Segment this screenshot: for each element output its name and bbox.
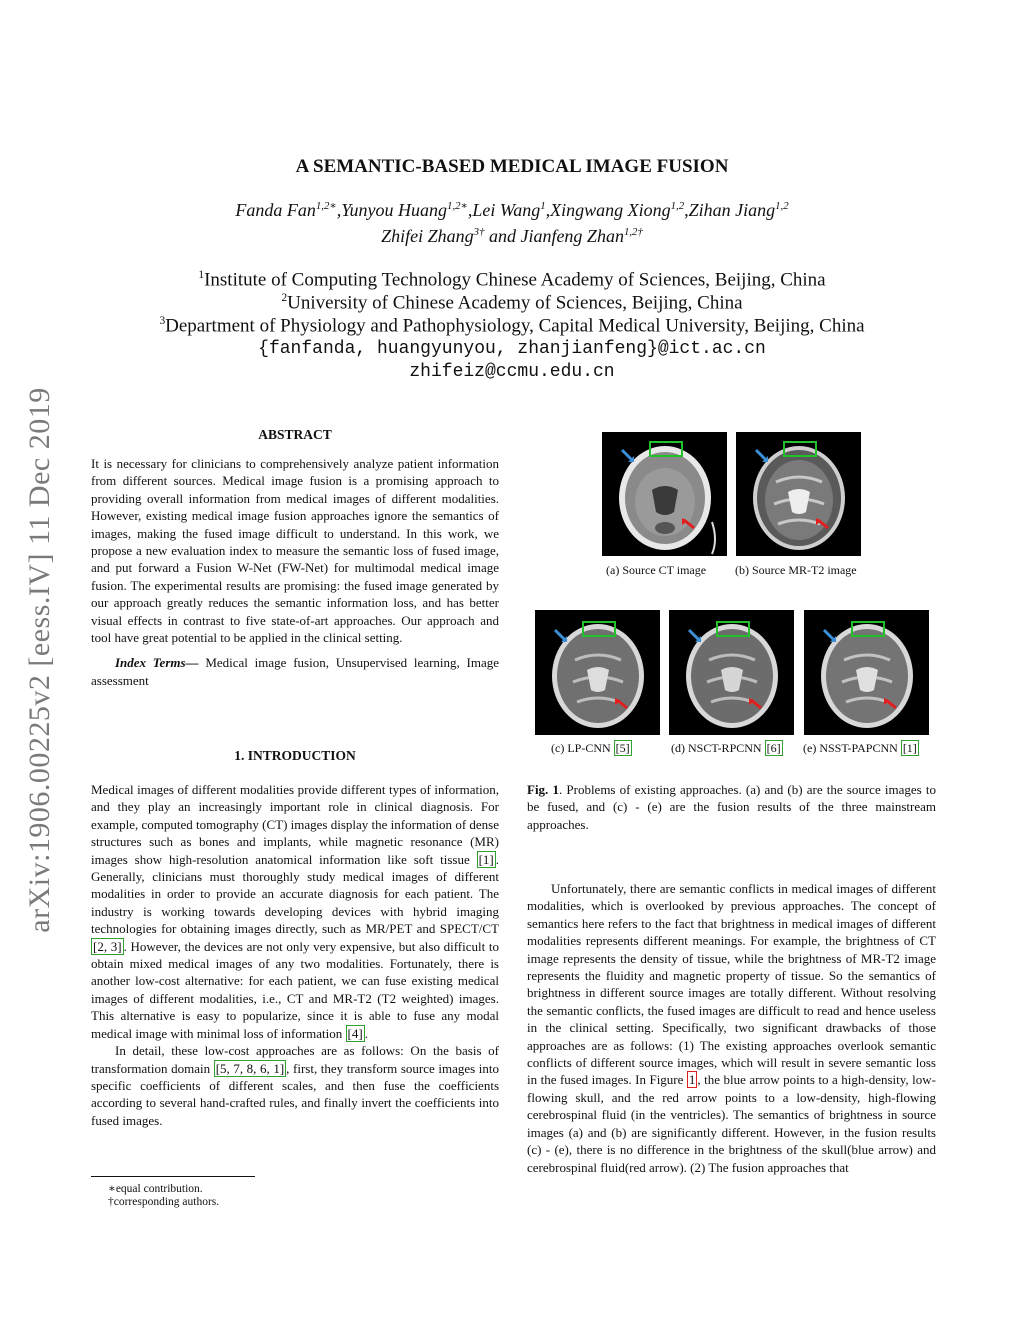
author: Xingwang Xiong bbox=[550, 200, 671, 220]
figure-image-ct bbox=[602, 432, 727, 556]
citation-link[interactable]: [5, 7, 8, 6, 1] bbox=[215, 1060, 285, 1076]
author: Yunyou Huang bbox=[341, 200, 448, 220]
figure-image-lp-cnn bbox=[535, 610, 660, 735]
figure-image-mr-t2 bbox=[736, 432, 861, 556]
figure-image-nsct-rpcnn bbox=[669, 610, 794, 735]
citation-link[interactable]: [6] bbox=[766, 741, 781, 755]
right-column-body: Unfortunately, there are semantic conflicts in medical images of different modalities, which is overlooked by previous approaches. The concept of semantics here refers to the fact that brightness in medical images of different modalities represents different meanings. For example, the brightness of CT image represents the density of tissue, while the brightness of MR-T2 image represents the fluidity and magnetic property of tissue. So the semantics of brightness in different source images are totally different. Without resolving the semantic conflicts, the fused images are difficult to read and hence useless in the clinical setting. Specifically, two significant drawbacks of those approaches are as follows: (1) The existing approaches overlook semantic conflicts of different source images, which will result in severe semantic loss in the fused images. In Figure 1 , the blue arrow points to a high-density, low-flowing skull, and the red arrow points to a low-density, high-flowing cerebrospinal fluid (in the ventricles). The semantics of brightness in source images (a) and (b) are significantly different. However, in the fusion results (c) - (e), there is no difference in the brightness of the skull(blue arrow) and cerebrospinal fluid(red arrow). (2) The fusion approaches that bbox=[527, 881, 936, 1175]
citation-link[interactable]: [5] bbox=[615, 741, 630, 755]
email-line-2: zhifeiz@ccmu.edu.cn bbox=[409, 362, 615, 382]
citation-link[interactable]: [1] bbox=[478, 851, 494, 867]
figure-1-caption: Fig. 1. Problems of existing approaches. (a) and (b) are the source images to be fused, and (c) - (e) are the fusion results of the three mainstream approaches. bbox=[527, 782, 936, 832]
figure-caption-a: (a) Source CT image bbox=[606, 563, 707, 577]
footnote-rule bbox=[91, 1176, 255, 1177]
email-line-1: {fanfanda, huangyunyou, zhanjianfeng}@ict.ac.cn bbox=[258, 339, 766, 359]
figure-caption-d: (d) NSCT-RPCNN [6] bbox=[671, 741, 781, 755]
author-line-1: Fanda Fan$^{1,2∗}$,Yunyou Huang$^{1,2∗}$,Lei Wang$^1$,Xingwang Xiong$^{1,2}$,Zihan Jiang$^{1,2}$ bbox=[235, 200, 789, 220]
figure-caption-b: (b) Source MR-T2 image bbox=[735, 563, 857, 577]
affiliation-2: $^2$University of Chinese Academy of Sciences, Beijing, China bbox=[281, 292, 743, 314]
index-terms-label: Index Terms— bbox=[115, 655, 199, 671]
figure-image-nsst-papcnn bbox=[804, 610, 929, 735]
author: Zihan Jiang bbox=[688, 200, 776, 220]
author: Lei Wang bbox=[472, 200, 541, 220]
citation-link[interactable]: [1] bbox=[902, 741, 917, 755]
author: Zhifei Zhang bbox=[381, 226, 474, 246]
figure-caption-e: (e) NSST-PAPCNN [1] bbox=[803, 741, 917, 755]
index-terms: Medical image fusion, Unsupervised learning, Image assessment bbox=[91, 655, 500, 688]
citation-link[interactable]: [2, 3] bbox=[93, 938, 122, 954]
author: Jianfeng Zhan bbox=[520, 226, 624, 246]
abstract-heading: ABSTRACT bbox=[258, 427, 332, 442]
footnote-corresponding: †corresponding authors. bbox=[108, 1196, 220, 1208]
footnote-equal-contribution: ∗equal contribution. bbox=[108, 1183, 203, 1195]
paper-title: A SEMANTIC-BASED MEDICAL IMAGE FUSION bbox=[295, 156, 729, 177]
affiliation-1: $^1$Institute of Computing Technology Chinese Academy of Sciences, Beijing, China bbox=[198, 269, 826, 291]
introduction-heading: 1. INTRODUCTION bbox=[234, 748, 356, 763]
introduction-body: Medical images of different modalities provide different types of information, and they play an increasingly important role in clinical diagnosis. For example, computed tomography (CT) images display the information of dense structures such as bones and implants, while magnetic resonance (MR) images show high-resolution anatomical information like soft tissue [1] . Generally, clinicians must thoroughly study medical images of different modalities in order to provide an accurate diagnosis for each patient. The industry is working towards developing devices with hybrid imaging technologies for obtaining images directly, such as MR/PET and SPECT/CT [2, 3] . However, the devices are not only very expensive, but also difficult to obtain mixed medical images of any two modalities. Fortunately, there is another low-cost alternative: for each patient, we can fuse existing medical images of different modalities, i.e., CT and MR-T2 (T2 weighted) images. This alternative is easy to popularize, since it is able to fuse any modal medical image with minimal loss of information [4] . In detail, these low-cost approaches are as follows: On the basis of transformation domain [5, 7, 8, 6, 1] , first, they transform source images into specific coefficients of different scales, and then fuse the coefficients according to several hand-crafted rules, and finally invert the coefficients into fused images. bbox=[91, 782, 499, 1128]
figure-reference-link[interactable]: 1 bbox=[688, 1072, 696, 1088]
affiliation-3: $^3$Department of Physiology and Pathophysiology, Capital Medical University, Beijing, China bbox=[159, 315, 865, 337]
abstract-body: It is necessary for clinicians to comprehensively analyze patient information from different sources. Medical image fusion is a promising approach to providing overall information from medical images of different modalities. However, existing medical image fusion approaches ignore the semantics of images, making the fused image difficult to understand. In this work, we propose a new evaluation index to measure the semantic loss of fused image, and put forward a Fusion W-Net (FW-Net) for multimodal medical image fusion. The experimental results are promising: the fused image generated by our approach greatly reduces the semantic information loss, and has better visual effects in contrast to five state-of-art approaches. Our approach and tool have great potential to be applied in the clinical setting. Index Terms— Medical image fusion, Unsupervised learning, Image assessment bbox=[91, 456, 500, 688]
arxiv-side-stamp: arXiv:1906.00225v2 [eess.IV] 11 Dec 2019 bbox=[23, 387, 56, 933]
author-line-2: Zhifei Zhang$^{3\dagger}$ and Jianfeng Zhan$^{1,2\dagger}$ bbox=[381, 226, 643, 246]
author: Fanda Fan bbox=[235, 200, 316, 220]
figure-caption-c: (c) LP-CNN [5] bbox=[551, 741, 630, 755]
citation-link[interactable]: [4] bbox=[347, 1025, 363, 1041]
